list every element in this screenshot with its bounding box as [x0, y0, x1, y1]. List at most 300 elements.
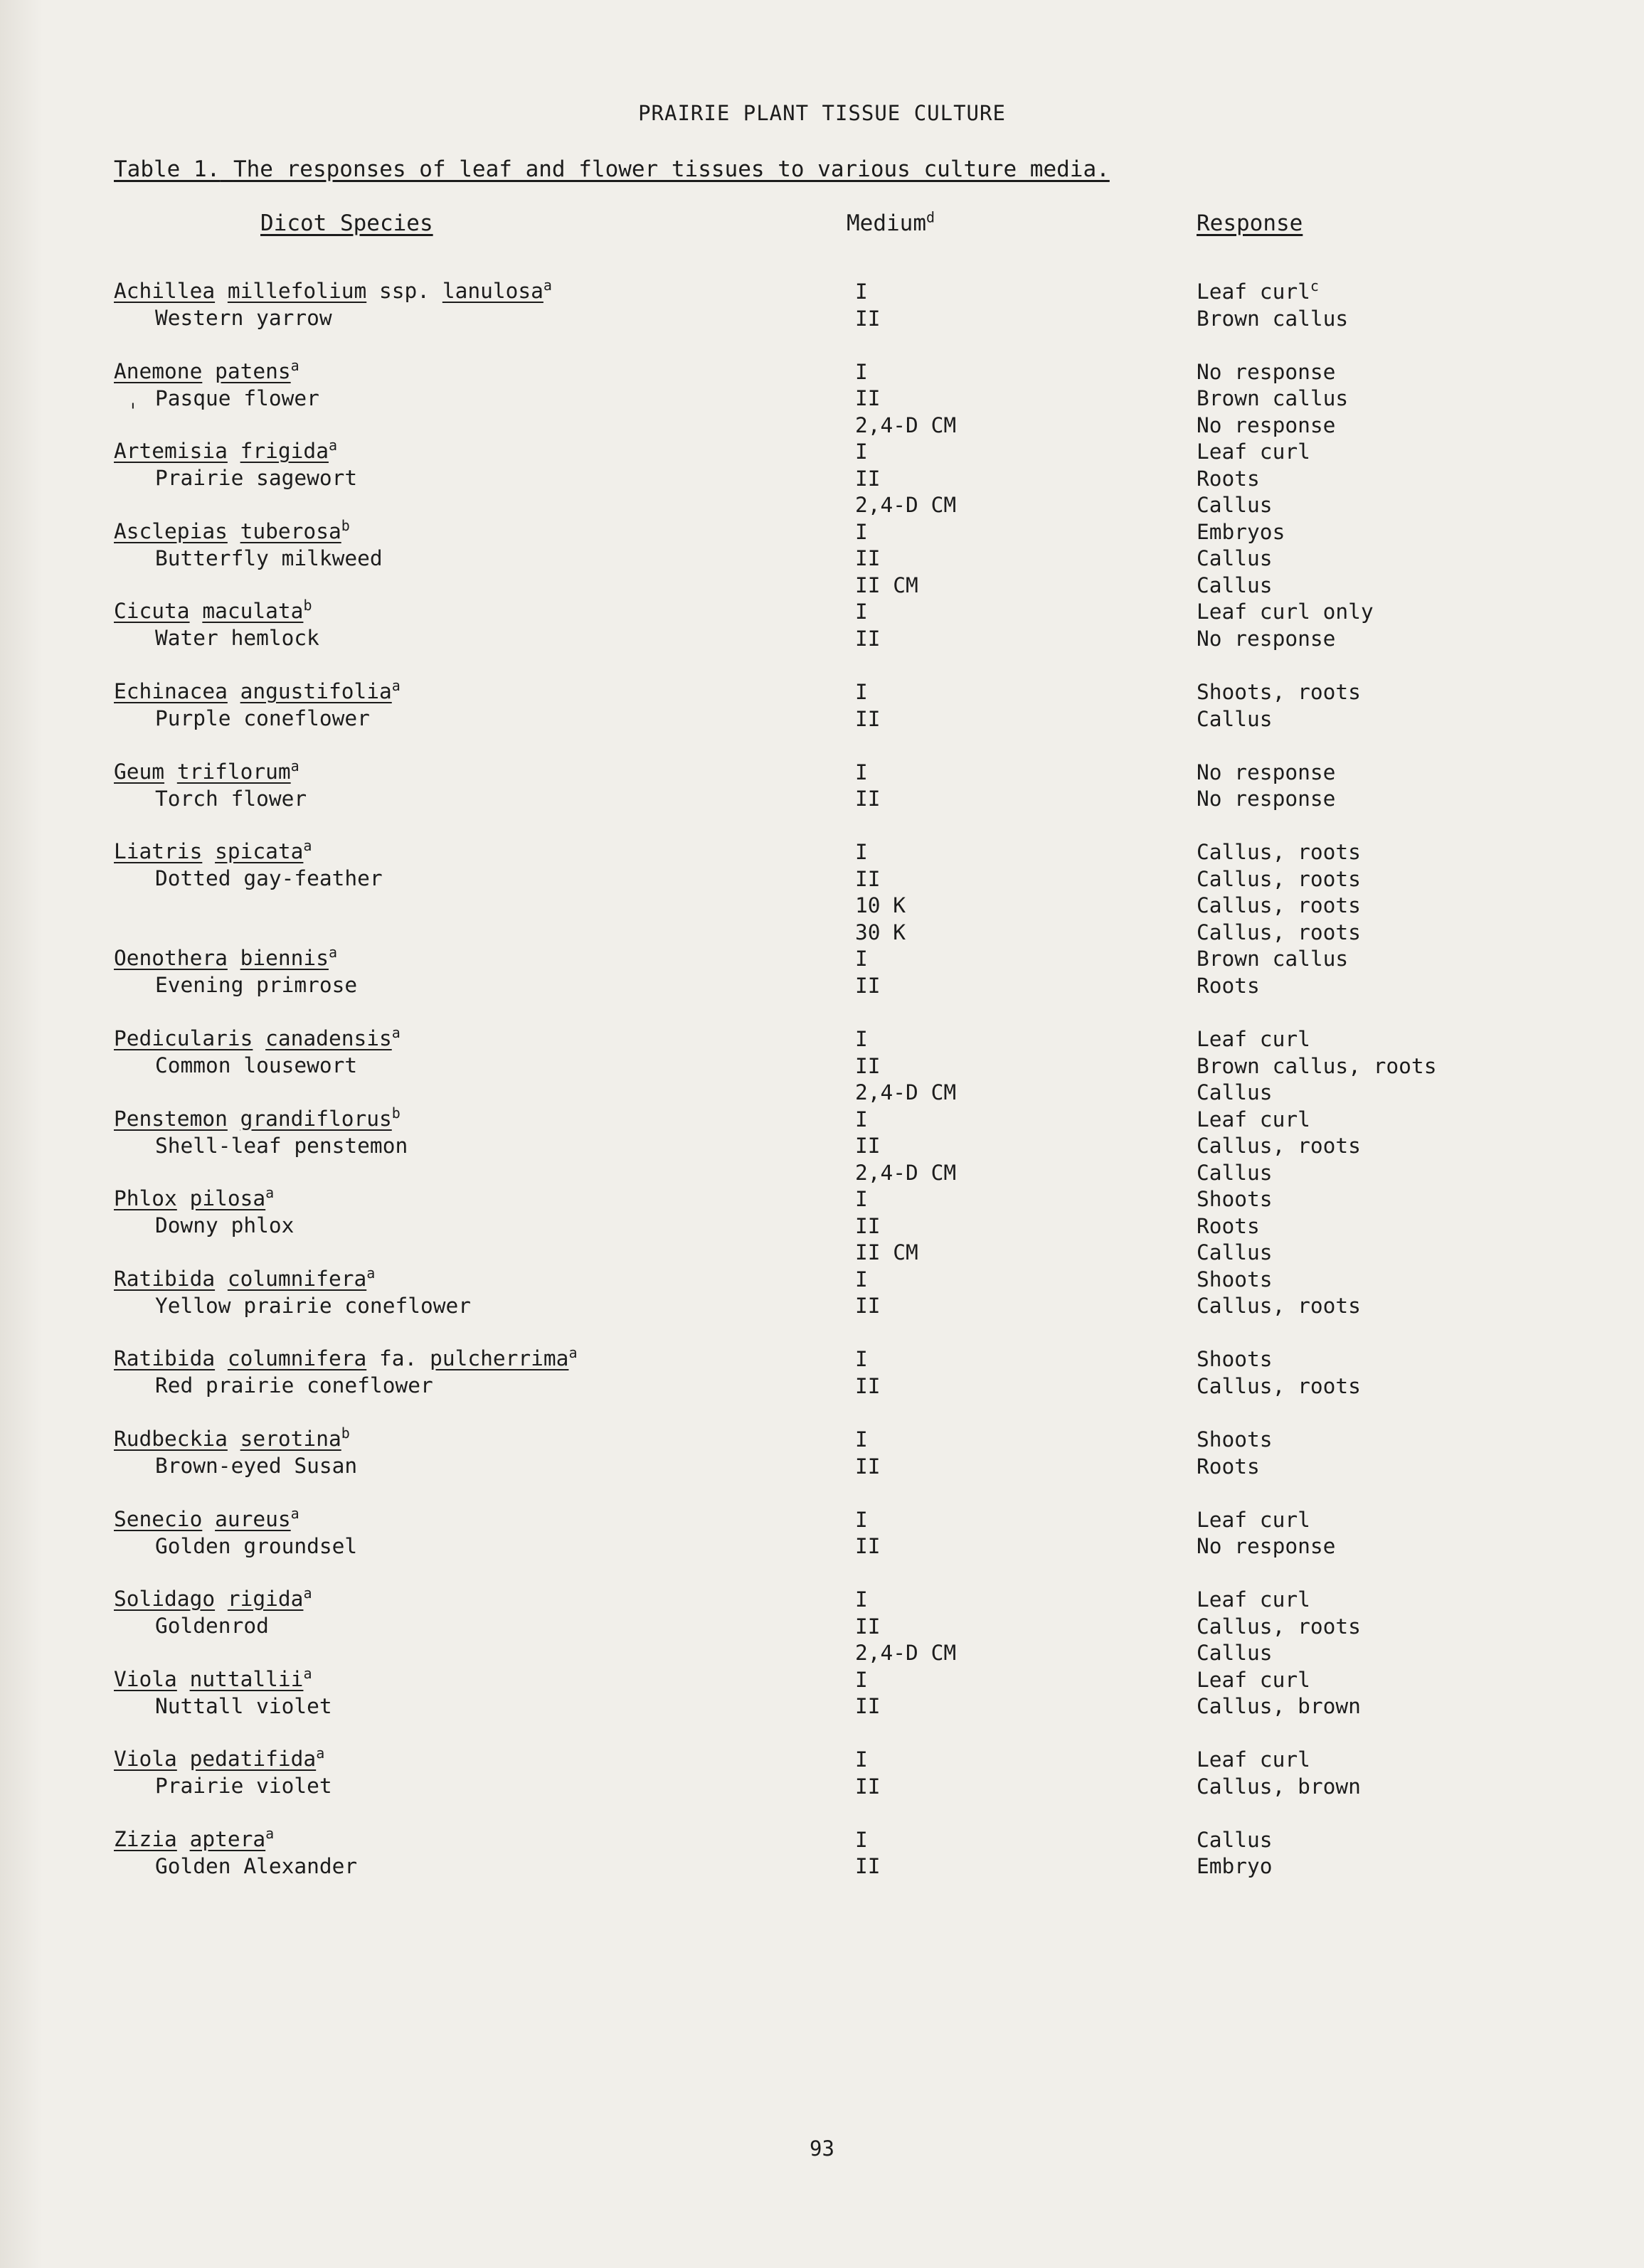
rank-abbrev: ssp.: [379, 279, 430, 303]
medium-value: I: [855, 279, 868, 304]
genus: Zizia: [114, 1826, 177, 1851]
response-value: Callus, roots: [1197, 1294, 1361, 1319]
response-value: No response: [1197, 760, 1336, 784]
response-value: No response: [1197, 626, 1336, 651]
table-row: [0, 356, 1644, 440]
epithet: biennis: [240, 946, 329, 971]
species-name: [114, 1504, 299, 1531]
species-footnote: a: [391, 677, 401, 695]
common-name: [155, 866, 383, 890]
medium-cell: [855, 1026, 956, 1107]
response-line: [1197, 492, 1310, 519]
response-cell: [1197, 946, 1348, 999]
response-value: Callus, roots: [1197, 866, 1361, 891]
medium-value: I: [855, 1427, 868, 1452]
response-line: [1197, 439, 1310, 466]
genus: Solidago: [114, 1587, 216, 1612]
response-line: [1197, 920, 1361, 947]
genus: Echinacea: [114, 678, 228, 703]
response-footnote: c: [1310, 277, 1319, 295]
response-cell: [1197, 359, 1348, 440]
response-cell: [1197, 1267, 1361, 1320]
medium-value: I: [855, 1267, 868, 1292]
table-row: [0, 279, 1644, 359]
response-cell: [1197, 519, 1285, 600]
species-name: [114, 1104, 401, 1131]
table-row: [0, 1186, 1644, 1267]
common-name-text: Western yarrow: [155, 306, 332, 330]
medium-value: II: [855, 626, 881, 651]
medium-value: 10 K: [855, 893, 906, 918]
species-name: [114, 946, 337, 970]
epithet: serotina: [240, 1426, 341, 1451]
epithet: pedatifida: [189, 1747, 317, 1772]
table-row: [0, 679, 1644, 760]
response-line: [1197, 1080, 1436, 1107]
medium-cell: [855, 1587, 956, 1667]
response-cell: [1197, 1026, 1436, 1107]
response-line: [1197, 1053, 1436, 1080]
response-cell: [1197, 1107, 1361, 1187]
response-line: [1197, 1587, 1361, 1614]
response-value: Callus: [1197, 1827, 1273, 1852]
medium-cell: [855, 1186, 918, 1267]
genus: Pedicularis: [114, 1026, 253, 1050]
stray-mark: ˌ: [127, 385, 139, 410]
response-value: Shoots, roots: [1197, 679, 1361, 704]
common-name-text: Prairie sagewort: [155, 466, 358, 491]
response-line: [1197, 1186, 1273, 1213]
response-value: Callus: [1197, 546, 1273, 571]
epithet: grandiflorus: [240, 1106, 392, 1131]
common-name-text: Golden groundsel: [155, 1533, 358, 1558]
response-line: [1197, 1827, 1273, 1854]
common-name-text: Dotted gay-feather: [155, 866, 383, 891]
medium-value: 2,4-D CM: [855, 1080, 957, 1105]
genus: Ratibida: [114, 1266, 216, 1291]
response-line: [1197, 866, 1361, 893]
medium-value: II: [855, 787, 881, 811]
medium-value: II: [855, 866, 881, 891]
epithet: aureus: [215, 1506, 291, 1531]
response-line: [1197, 545, 1285, 573]
response-line: [1197, 1454, 1273, 1481]
response-line: [1197, 1293, 1361, 1320]
response-value: Embryo: [1197, 1854, 1273, 1879]
response-line: [1197, 1747, 1361, 1774]
epithet: columnifera: [227, 1266, 367, 1291]
response-value: Callus, roots: [1197, 1134, 1361, 1159]
species-footnote: a: [303, 1664, 312, 1682]
medium-value: I: [855, 600, 868, 624]
epithet: frigida: [240, 439, 329, 464]
medium-value: II: [855, 1134, 881, 1159]
running-head: PRAIRIE PLANT TISSUE CULTURE: [638, 101, 1006, 125]
medium-cell: [855, 1827, 881, 1880]
header-species: Dicot Species: [260, 211, 433, 236]
response-value: Leaf curl: [1197, 1587, 1310, 1612]
species-footnote: a: [265, 1184, 275, 1202]
header-medium: [847, 208, 935, 236]
species-footnote: b: [341, 516, 350, 534]
medium-cell: [855, 599, 881, 652]
medium-value: I: [855, 1667, 868, 1692]
response-line: [1197, 1373, 1361, 1400]
genus: Asclepias: [114, 518, 228, 543]
species-name: [114, 1264, 376, 1291]
species-name: [114, 356, 299, 383]
common-name: [155, 1213, 294, 1237]
header-medium-footnote: d: [926, 208, 935, 226]
response-value: No response: [1197, 359, 1336, 384]
species-footnote: a: [328, 437, 337, 454]
response-cell: [1197, 1667, 1361, 1720]
species-footnote: a: [265, 1825, 275, 1843]
response-line: [1197, 599, 1374, 626]
response-cell: [1197, 1427, 1273, 1480]
response-value: Shoots: [1197, 1187, 1273, 1212]
medium-cell: [855, 839, 906, 946]
table-row: [0, 1264, 1644, 1347]
species-footnote: a: [568, 1344, 578, 1362]
medium-value: I: [855, 760, 868, 784]
medium-value: II: [855, 466, 881, 491]
table-row: [0, 439, 1644, 519]
response-cell: [1197, 599, 1374, 652]
species-table: [0, 279, 1644, 1907]
medium-value: II CM: [855, 1240, 918, 1265]
genus: Viola: [114, 1747, 177, 1772]
species-footnote: a: [290, 757, 299, 774]
medium-value: 2,4-D CM: [855, 493, 957, 518]
common-name: [155, 1134, 408, 1158]
response-value: Callus: [1197, 706, 1273, 731]
common-name: [155, 466, 357, 490]
response-line: [1197, 1640, 1361, 1667]
response-value: Embryos: [1197, 519, 1285, 544]
response-line: [1197, 1346, 1361, 1373]
infraspecific-name: pulcherrima: [430, 1346, 569, 1371]
response-line: [1197, 1213, 1273, 1240]
species-name: [114, 1427, 350, 1451]
epithet: nuttallii: [189, 1666, 304, 1691]
common-name-text: Common lousewort: [155, 1053, 358, 1077]
species-name: [114, 1346, 577, 1370]
medium-cell: [855, 1346, 881, 1400]
epithet: angustifolia: [240, 678, 392, 703]
header-response: Response: [1197, 211, 1303, 236]
medium-value: II: [855, 386, 881, 411]
medium-value: II: [855, 1053, 881, 1078]
table-row: [0, 1747, 1644, 1827]
common-name: [155, 1774, 332, 1798]
table-row: [0, 1104, 1644, 1187]
medium-cell: [855, 1427, 881, 1480]
epithet: spicata: [215, 839, 304, 864]
medium-value: 2,4-D CM: [855, 1160, 957, 1185]
response-value: Roots: [1197, 973, 1260, 998]
response-value: Leaf curl only: [1197, 600, 1374, 624]
table-row: [0, 839, 1644, 946]
common-name: [155, 546, 383, 570]
species-footnote: a: [366, 1264, 376, 1282]
response-value: Leaf curl: [1197, 440, 1310, 464]
response-value: Brown callus: [1197, 947, 1349, 971]
medium-value: II: [855, 1614, 881, 1639]
response-value: Callus, roots: [1197, 920, 1361, 944]
common-name: [155, 306, 332, 330]
response-cell: [1197, 760, 1335, 813]
response-value: No response: [1197, 787, 1336, 811]
species-name: [114, 1747, 324, 1771]
response-line: [1197, 786, 1335, 813]
table-row: [0, 1427, 1644, 1507]
genus: Viola: [114, 1666, 177, 1691]
genus: Cicuta: [114, 599, 190, 624]
response-line: [1197, 385, 1348, 412]
common-name: [155, 787, 307, 811]
medium-value: II: [855, 1213, 881, 1238]
common-name: [155, 1053, 357, 1077]
medium-value: II: [855, 973, 881, 998]
table-row: [0, 1504, 1644, 1587]
medium-cell: [855, 359, 956, 440]
medium-value: I: [855, 1026, 868, 1051]
common-name-text: Torch flower: [155, 786, 307, 811]
species-footnote: a: [303, 837, 312, 855]
medium-value: 2,4-D CM: [855, 1641, 957, 1666]
common-name: [155, 1373, 433, 1397]
table-row: [0, 516, 1644, 600]
species-footnote: b: [391, 1104, 401, 1122]
medium-value: 30 K: [855, 920, 906, 944]
medium-value: II: [855, 1454, 881, 1479]
common-name-text: Butterfly milkweed: [155, 545, 383, 570]
genus: Oenothera: [114, 946, 228, 971]
common-name-text: Prairie violet: [155, 1774, 332, 1799]
response-value: Leaf curl: [1197, 1667, 1310, 1692]
response-line: [1197, 412, 1348, 440]
response-value: Brown callus, roots: [1197, 1053, 1437, 1078]
response-line: [1197, 760, 1335, 787]
medium-cell: [855, 679, 881, 733]
species-name: [114, 679, 401, 703]
response-cell: [1197, 1346, 1361, 1400]
common-name: [155, 1294, 471, 1318]
response-line: [1197, 519, 1285, 546]
response-value: Callus: [1197, 493, 1273, 518]
species-name: [114, 439, 337, 463]
common-name: [155, 1454, 357, 1478]
table-row: [0, 599, 1644, 679]
response-value: Leaf curl: [1197, 1107, 1310, 1132]
response-cell: [1197, 1186, 1273, 1267]
medium-cell: [855, 1507, 881, 1560]
medium-cell: [855, 1667, 881, 1720]
genus: Rudbeckia: [114, 1426, 228, 1451]
medium-value: II: [855, 706, 881, 731]
medium-value: II: [855, 1294, 881, 1319]
species-footnote: a: [328, 944, 337, 962]
table-row: [0, 946, 1644, 1026]
table-row: [0, 1026, 1644, 1107]
genus: Achillea: [114, 279, 216, 303]
response-line: [1197, 359, 1348, 386]
medium-value: I: [855, 1747, 868, 1772]
epithet: pilosa: [189, 1186, 266, 1211]
common-name-text: Red prairie coneflower: [155, 1373, 433, 1398]
response-line: [1197, 839, 1361, 866]
common-name: [155, 706, 370, 730]
response-value: Callus, roots: [1197, 840, 1361, 865]
response-cell: [1197, 839, 1361, 946]
species-footnote: a: [303, 1585, 312, 1602]
medium-value: I: [855, 440, 868, 464]
header-medium-label: Medium: [847, 211, 926, 236]
species-name: [114, 1186, 274, 1210]
genus: Penstemon: [114, 1106, 228, 1131]
response-line: [1197, 1427, 1273, 1454]
common-name-text: Shell-leaf penstemon: [155, 1133, 408, 1158]
species-name: [114, 1664, 312, 1691]
medium-value: I: [855, 840, 868, 865]
genus: Artemisia: [114, 439, 228, 464]
response-value: Roots: [1197, 1213, 1260, 1238]
common-name-text: Evening primrose: [155, 973, 358, 998]
response-value: Callus, brown: [1197, 1774, 1361, 1799]
medium-cell: [855, 439, 956, 519]
response-line: [1197, 306, 1348, 333]
infraspecific-name: lanulosa: [442, 279, 543, 303]
medium-cell: [855, 1747, 881, 1800]
medium-value: I: [855, 1187, 868, 1212]
genus: Geum: [114, 759, 165, 784]
medium-value: II: [855, 306, 881, 331]
medium-cell: [855, 279, 881, 332]
table-row: [0, 1346, 1644, 1427]
medium-value: I: [855, 1507, 868, 1532]
species-footnote: b: [303, 597, 312, 614]
genus: Phlox: [114, 1186, 177, 1211]
response-value: Callus: [1197, 1240, 1273, 1265]
response-value: Shoots: [1197, 1347, 1273, 1372]
species-footnote: b: [341, 1425, 350, 1442]
caption-text: [114, 156, 1110, 182]
epithet: canadensis: [265, 1026, 392, 1050]
response-line: [1197, 679, 1361, 706]
caption-label: Table 1.: [114, 156, 221, 182]
medium-value: II: [855, 1373, 881, 1398]
response-line: [1197, 1774, 1361, 1801]
medium-value: I: [855, 1587, 868, 1612]
response-line: [1197, 1240, 1273, 1267]
common-name: [155, 1854, 357, 1878]
response-value: Callus: [1197, 573, 1273, 597]
response-line: [1197, 1107, 1361, 1134]
response-cell: [1197, 1827, 1273, 1880]
species-name: [114, 1587, 312, 1611]
response-value: Brown callus: [1197, 306, 1349, 331]
response-value: Roots: [1197, 1454, 1260, 1479]
medium-value: II: [855, 546, 881, 571]
common-name-text: Brown-eyed Susan: [155, 1453, 358, 1478]
common-name-text: Pasque flower: [155, 385, 319, 410]
table-row: [0, 1664, 1644, 1747]
medium-value: II: [855, 1534, 881, 1559]
response-line: [1197, 1507, 1335, 1534]
response-value: Leaf curl: [1197, 279, 1310, 304]
common-name-text: Golden Alexander: [155, 1853, 358, 1878]
species-footnote: a: [290, 356, 299, 374]
rank-abbrev: fa.: [379, 1346, 418, 1371]
table-row: [0, 1587, 1644, 1667]
common-name: [127, 385, 319, 410]
response-line: [1197, 1133, 1361, 1160]
response-line: [1197, 946, 1348, 973]
species-name: [114, 599, 312, 623]
response-line: [1197, 1267, 1361, 1294]
response-line: [1197, 1026, 1436, 1053]
species-name: [114, 757, 299, 784]
response-line: [1197, 1160, 1361, 1187]
response-line: [1197, 466, 1310, 493]
common-name: [155, 973, 357, 997]
common-name: [155, 1614, 269, 1638]
medium-value: I: [855, 947, 868, 971]
common-name-text: Water hemlock: [155, 626, 319, 651]
epithet: columnifera: [227, 1346, 367, 1371]
response-cell: [1197, 679, 1361, 733]
medium-cell: [855, 946, 881, 999]
response-value: Callus: [1197, 1641, 1273, 1666]
epithet: millefolium: [227, 279, 367, 303]
epithet: rigida: [227, 1587, 304, 1612]
species-footnote: a: [543, 277, 552, 294]
response-line: [1197, 279, 1348, 306]
response-line: [1197, 1693, 1361, 1720]
common-name-text: Downy phlox: [155, 1213, 295, 1238]
response-value: No response: [1197, 412, 1336, 437]
response-value: Brown callus: [1197, 386, 1349, 411]
medium-value: II CM: [855, 573, 918, 597]
common-name-text: Yellow prairie coneflower: [155, 1293, 472, 1318]
epithet: patens: [215, 358, 291, 383]
medium-value: I: [855, 359, 868, 384]
response-value: Callus: [1197, 1080, 1273, 1105]
epithet: maculata: [202, 599, 304, 624]
medium-cell: [855, 760, 881, 813]
genus: Senecio: [114, 1506, 203, 1531]
response-value: Callus, brown: [1197, 1694, 1361, 1719]
medium-value: I: [855, 1827, 868, 1852]
response-cell: [1197, 279, 1348, 332]
common-name: [155, 1694, 332, 1718]
epithet: triflorum: [176, 759, 291, 784]
response-value: Shoots: [1197, 1267, 1273, 1292]
common-name: [155, 626, 319, 650]
response-line: [1197, 973, 1348, 1000]
common-name-text: Goldenrod: [155, 1614, 269, 1639]
response-line: [1197, 893, 1361, 920]
response-line: [1197, 1533, 1335, 1560]
epithet: tuberosa: [240, 518, 341, 543]
common-name-text: Purple coneflower: [155, 706, 370, 730]
species-name: [114, 279, 552, 303]
medium-value: I: [855, 1347, 868, 1372]
table-caption: [114, 156, 1110, 182]
response-value: No response: [1197, 1534, 1336, 1559]
response-line: [1197, 1614, 1361, 1641]
